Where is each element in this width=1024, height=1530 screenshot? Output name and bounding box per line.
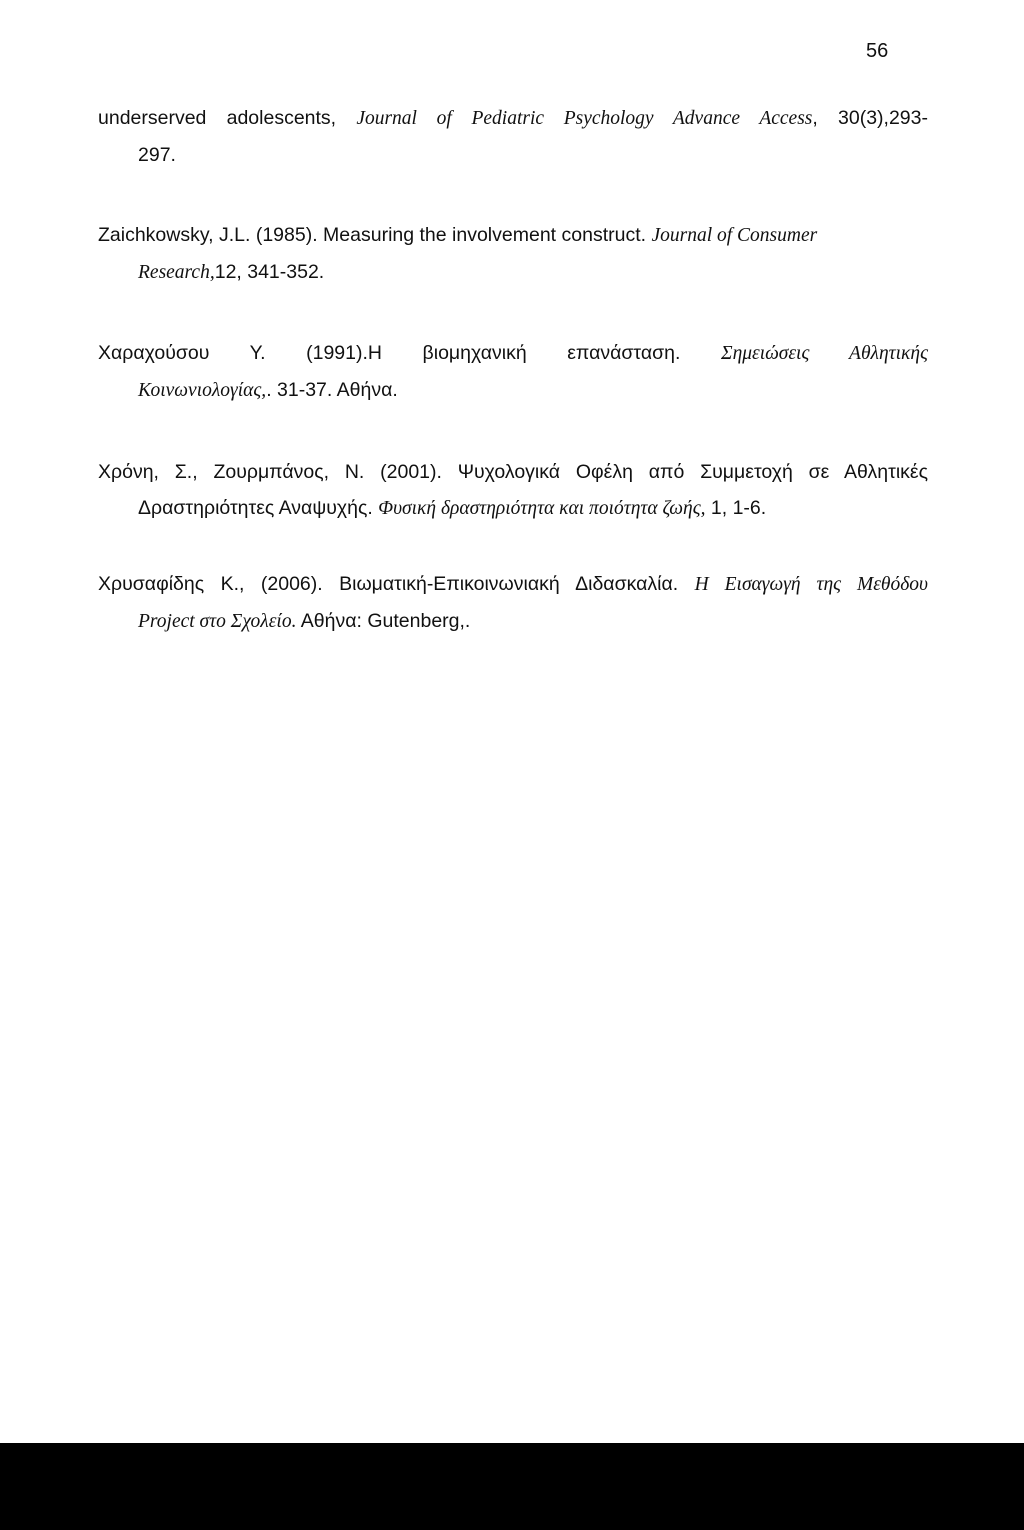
reference-line — [98, 603, 928, 640]
page-number: 56 — [866, 40, 889, 62]
reference-line — [98, 100, 928, 137]
italic-title: Η Εισαγωγή της Μεθόδου — [694, 574, 928, 595]
reference-line — [98, 566, 928, 603]
reference-text: 297. — [138, 144, 176, 166]
italic-title: Σημειώσεις Αθλητικής — [720, 343, 928, 364]
reference-text: Χρόνη, Σ., Ζουρμπάνος, Ν. (2001). Ψυχολογικά Οφέλη από Συμμετοχή σε Αθλητικές — [98, 461, 928, 483]
reference-text: Αθήνα: Gutenberg,. — [296, 610, 471, 632]
reference-entry — [98, 100, 928, 173]
reference-text: 1, 1-6. — [705, 497, 767, 519]
italic-title: Project στο Σχολείο. — [138, 611, 297, 632]
reference-text: Χρυσαφίδης Κ., (2006). Βιωματική-Επικοινωνιακή Διδασκαλία. — [98, 573, 695, 595]
italic-title: Φυσική δραστηριότητα και ποιότητα ζωής, — [378, 498, 706, 519]
reference-text: Χαραχούσου Υ. (1991).Η βιομηχανική επανάσταση. — [98, 342, 721, 364]
reference-line — [98, 490, 928, 527]
reference-entry — [98, 566, 928, 640]
reference-text: 12, 341-352. — [214, 261, 325, 283]
reference-text: , 30(3),293- — [812, 107, 928, 129]
reference-line — [98, 335, 928, 372]
reference-text: Δραστηριότητες Αναψυχής. — [138, 497, 379, 519]
reference-line — [98, 254, 928, 291]
reference-line — [98, 372, 928, 409]
reference-entry — [98, 454, 928, 527]
italic-title: Κοινωνιολογίας, — [138, 380, 267, 401]
scan-border — [0, 1443, 1024, 1530]
italic-title: Research, — [138, 262, 215, 283]
reference-entry — [98, 217, 928, 291]
italic-title: Journal of Consumer — [651, 225, 818, 246]
reference-text: underserved adolescents, — [98, 107, 357, 129]
italic-title: Journal of Pediatric Psychology Advance Access — [356, 108, 813, 129]
reference-text: Zaichkowsky, J.L. (1985). Measuring the involvement construct. — [98, 224, 652, 246]
reference-entry — [98, 335, 928, 409]
reference-line — [98, 217, 928, 254]
reference-line — [98, 137, 928, 173]
reference-line — [98, 454, 928, 490]
reference-text: . 31-37. Αθήνα. — [266, 379, 398, 401]
